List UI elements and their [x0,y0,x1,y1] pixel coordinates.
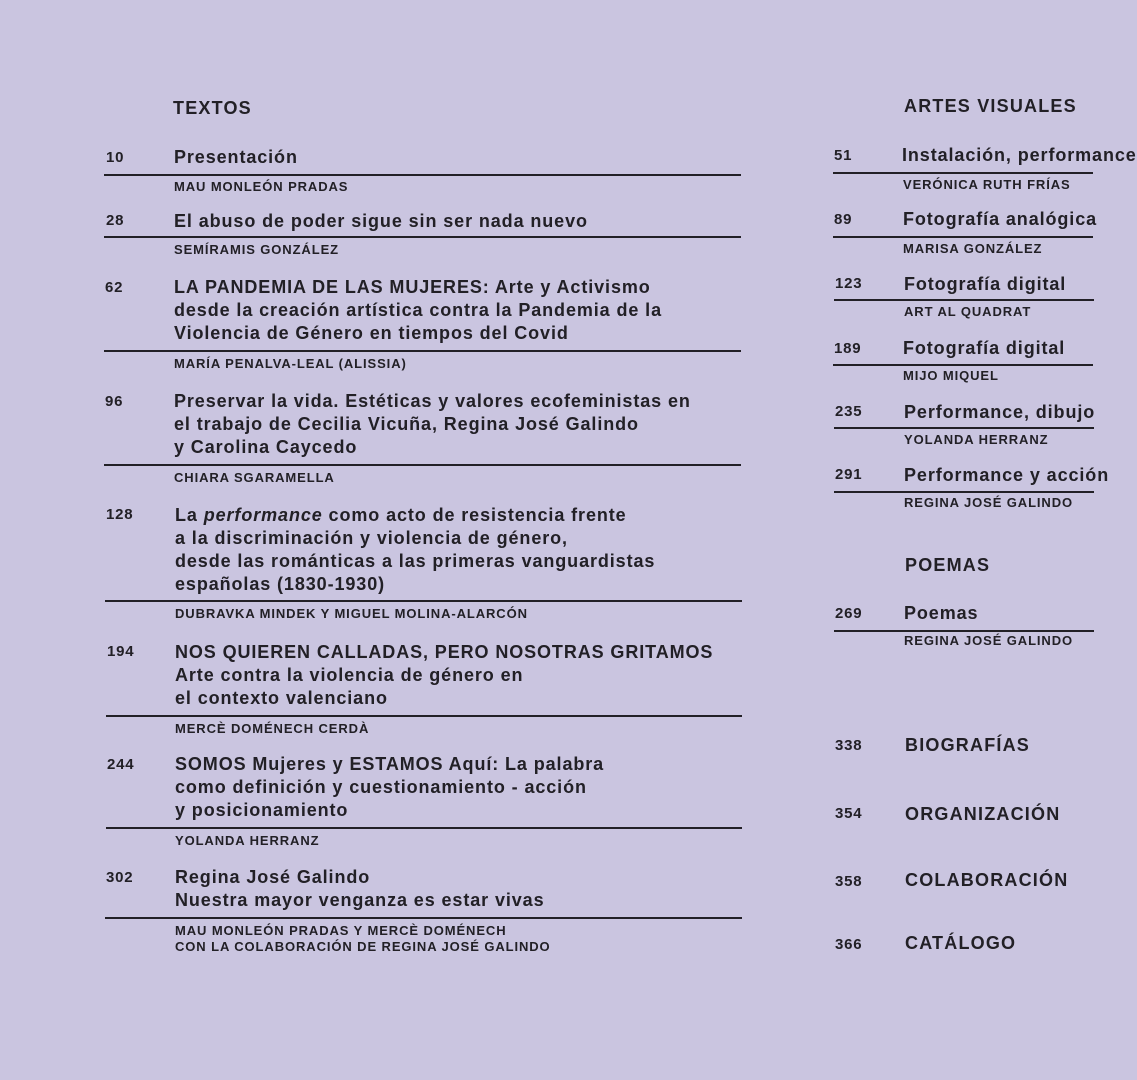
entry-title: La performance como acto de resistencia frente a la discriminación y violencia de género, desde las románticas a las primeras vanguardistas españolas (1830-1930) [175,505,656,594]
section-colaboracion: COLABORACIÓN [905,870,1069,890]
entry-author: SEMÍRAMIS GONZÁLEZ [174,242,339,257]
entry-author: REGINA JOSÉ GALINDO [904,633,1074,648]
textos-heading: TEXTOS [173,98,252,118]
poemas-heading: POEMAS [905,555,991,575]
entry-author: ART AL QUADRAT [904,304,1032,319]
entry-title: Presentación [174,147,298,167]
entry-author: MAU MONLEÓN PRADAS Y MERCÈ DOMÉNECH CON LA COLABORACIÓN DE REGINA JOSÉ GALINDO [175,923,551,954]
entry-page-number: 194 [107,643,135,660]
entry-title: Performance y acción [904,465,1110,485]
entry-title: SOMOS Mujeres y ESTAMOS Aquí: La palabra como definición y cuestionamiento - acción y posicionamiento [175,754,605,820]
entry-page-number: 96 [105,393,124,410]
entry-author: MAU MONLEÓN PRADAS [174,179,349,194]
divider-rule [834,427,1094,429]
divider-rule [834,491,1094,493]
entry-author: CHIARA SGARAMELLA [174,470,335,485]
entry-page-number: 62 [105,279,124,296]
entry-title: Regina José Galindo Nuestra mayor venganza es estar vivas [175,867,545,910]
entry-page-number: 128 [106,506,134,523]
entry-title: NOS QUIEREN CALLADAS, PERO NOSOTRAS GRITAMOS Arte contra la violencia de género en el contexto valenciano [175,642,714,708]
entry-author: YOLANDA HERRANZ [904,432,1049,447]
entry-page-number: 235 [835,403,863,420]
entry-page-number: 302 [106,869,134,886]
artes-visuales-heading: ARTES VISUALES [904,96,1077,116]
entry-author: VERÓNICA RUTH FRÍAS [903,177,1071,192]
section-catalogo: CATÁLOGO [905,933,1017,953]
section-organizacion: ORGANIZACIÓN [905,804,1061,824]
entry-page-number: 189 [834,340,862,357]
entry-author: MARÍA PENALVA-LEAL (ALISSIA) [174,356,407,371]
entry-author: REGINA JOSÉ GALINDO [904,495,1074,510]
section-page-number: 354 [835,805,863,822]
entry-page-number: 28 [106,212,125,229]
entry-author: MERCÈ DOMÉNECH CERDÀ [175,721,370,736]
entry-title: Preservar la vida. Estéticas y valores ecofeministas en el trabajo de Cecilia Vicuña, Regina José Galindo y Carolina Caycedo [174,391,691,457]
entry-title: Instalación, performance [902,145,1137,165]
section-page-number: 338 [835,737,863,754]
entry-page-number: 291 [835,466,863,483]
entry-page-number: 51 [834,147,853,164]
divider-rule [834,299,1094,301]
entry-page-number: 244 [107,756,135,773]
entry-page-number: 123 [835,275,863,292]
entry-page-number: 269 [835,605,863,622]
entry-author: YOLANDA HERRANZ [175,833,320,848]
entry-title: Performance, dibujo [904,402,1096,422]
entry-page-number: 89 [834,211,853,228]
divider-rule [833,236,1093,238]
entry-page-number: 10 [106,149,125,166]
entry-author: MARISA GONZÁLEZ [903,241,1043,256]
entry-title: Fotografía digital [903,338,1066,358]
divider-rule [833,172,1093,174]
divider-rule [834,630,1094,632]
divider-rule [833,364,1093,366]
entry-title: LA PANDEMIA DE LAS MUJERES: Arte y Activismo desde la creación artística contra la Pandemia de la Violencia de Género en tiempos del Covid [174,277,662,343]
section-page-number: 358 [835,873,863,890]
entry-author: MIJO MIQUEL [903,368,999,383]
entry-title: Poemas [904,603,979,623]
section-page-number: 366 [835,936,863,953]
entry-title: Fotografía digital [904,274,1067,294]
entry-title: El abuso de poder sigue sin ser nada nuevo [174,211,588,231]
section-biografias: BIOGRAFÍAS [905,735,1031,755]
entry-title: Fotografía analógica [903,209,1098,229]
entry-author: DUBRAVKA MINDEK Y MIGUEL MOLINA-ALARCÓN [175,606,528,621]
